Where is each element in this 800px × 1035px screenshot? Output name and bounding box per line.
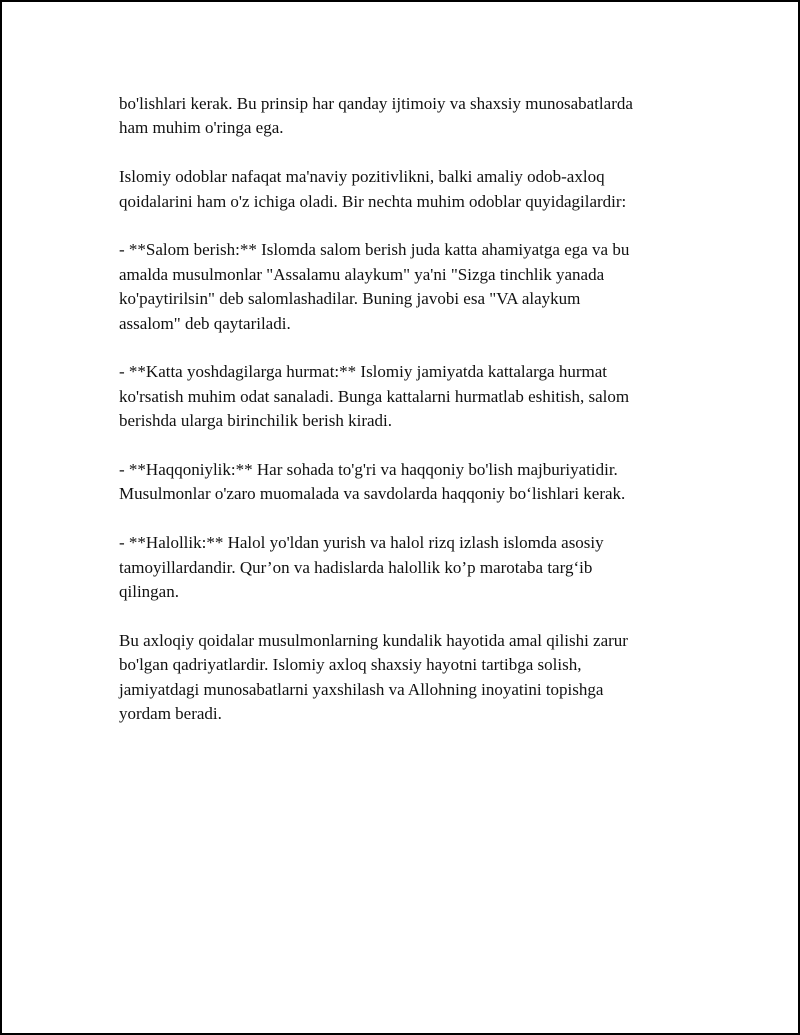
paragraph-intro: Islomiy odoblar nafaqat ma'naviy pozitivlikni, balki amaliy odob-axloq qoidalarini ham o'z ichiga oladi. Bir nechta muhim odoblar quyidagilardir: xyxy=(119,167,627,211)
document-body xyxy=(119,92,689,751)
paragraph-conclusion: Bu axloqiy qoidalar musulmonlarning kundalik hayotida amal qilishi zarur bo'lgan qadriyatlardir. Islomiy axloq shaxsiy hayotni tartibga solish, jamiyatdagi munosabatlarni yaxshilash va Allohning inoyatini topishga yordam beradi. xyxy=(119,630,628,724)
list-item-salom-berish: - **Salom berish:** Islomda salom berish juda katta ahamiyatga ega va bu amalda musulmonlar "Assalamu alaykum" ya'ni "Sizga tinchlik yanada ko'paytirilsin" deb salomlashadilar. Buning javobi esa "VA alaykum assalom" deb qaytariladi. xyxy=(119,240,630,333)
list-item-haqqoniylik: - **Haqqoniylik:** Har sohada to'g'ri va haqqoniy bo'lish majburiyatidir. Musulmonlar o'zaro muomalada va savdolarda haqqoniy bo‘lishlari kerak. xyxy=(119,460,626,504)
list-item-halollik: - **Halollik:** Halol yo'ldan yurish va halol rizq izlash islomda asosiy tamoyillardandir. Qur’on va hadislarda halollik ko’p marotaba targ‘ib qilingan. xyxy=(119,533,604,602)
paragraph-continuation: bo'lishlari kerak. Bu prinsip har qanday ijtimoiy va shaxsiy munosabatlarda ham muhim o'ringa ega. xyxy=(119,94,633,138)
list-item-hurmat: - **Katta yoshdagilarga hurmat:** Islomiy jamiyatda kattalarga hurmat ko'rsatish muhim odat sanaladi. Bunga kattalarni hurmatlab eshitish, salom berishda ularga birinchilik berish kiradi. xyxy=(119,362,630,431)
